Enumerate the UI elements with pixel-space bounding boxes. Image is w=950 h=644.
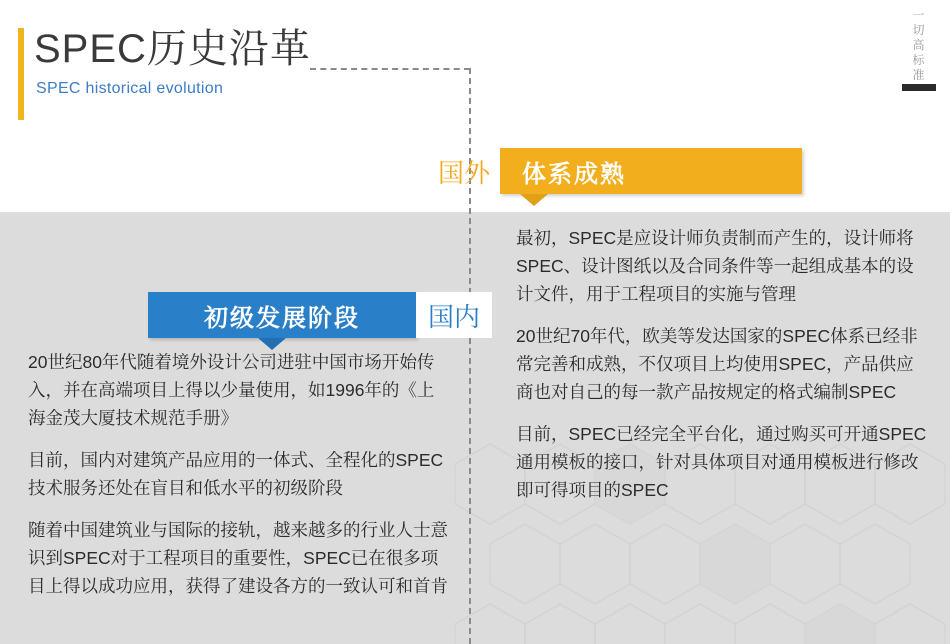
domestic-paragraph: 随着中国建筑业与国际的接轨，越来越多的行业人士意识到SPEC对于工程项目的重要性，SPEC已在很多项目上得以成功应用，获得了建设各方的一致认可和首肯 xyxy=(28,520,448,596)
overseas-text-column xyxy=(516,224,928,518)
dashed-connector-horizontal xyxy=(310,68,470,70)
overseas-heading: 体系成熟 xyxy=(500,148,802,194)
overseas-header xyxy=(434,148,802,194)
domestic-text-column xyxy=(28,348,448,614)
overseas-paragraph: 目前，SPEC已经完全平台化，通过购买可开通SPEC通用模板的接口，针对具体项目对通用模板进行修改即可得项目的SPEC xyxy=(516,424,927,500)
corner-accent-bar xyxy=(902,84,936,91)
page-subtitle: SPEC historical evolution xyxy=(36,80,224,97)
overseas-paragraph: 最初，SPEC是应设计师负责制而产生的，设计师将SPEC、设计图纸以及合同条件等一起组成基本的设计文件，用于工程项目的实施与管理 xyxy=(516,228,914,304)
page-title: SPEC历史沿革 xyxy=(34,27,311,71)
domestic-paragraph: 目前，国内对建筑产品应用的一体式、全程化的SPEC技术服务还处在盲目和低水平的初级阶段 xyxy=(28,450,444,498)
domestic-header xyxy=(148,292,492,338)
overseas-tag: 国外 xyxy=(438,157,491,188)
domestic-heading: 初级发展阶段 xyxy=(148,292,416,338)
overseas-paragraph: 20世纪70年代，欧美等发达国家的SPEC体系已经非常完善和成熟，不仅项目上均使用SPEC，产品供应商也对自己的每一款产品按规定的格式编制SPEC xyxy=(516,326,918,402)
title-block xyxy=(18,22,438,98)
domestic-tag: 国内 xyxy=(416,292,492,338)
corner-slogan: 一切高标准 xyxy=(912,8,926,82)
title-accent-bar xyxy=(18,28,24,120)
overseas-header-notch xyxy=(520,194,548,206)
domestic-paragraph: 20世纪80年代随着境外设计公司进驻中国市场开始传入，并在高端项目上得以少量使用，如1996年的《上海金茂大厦技术规范手册》 xyxy=(28,352,435,428)
